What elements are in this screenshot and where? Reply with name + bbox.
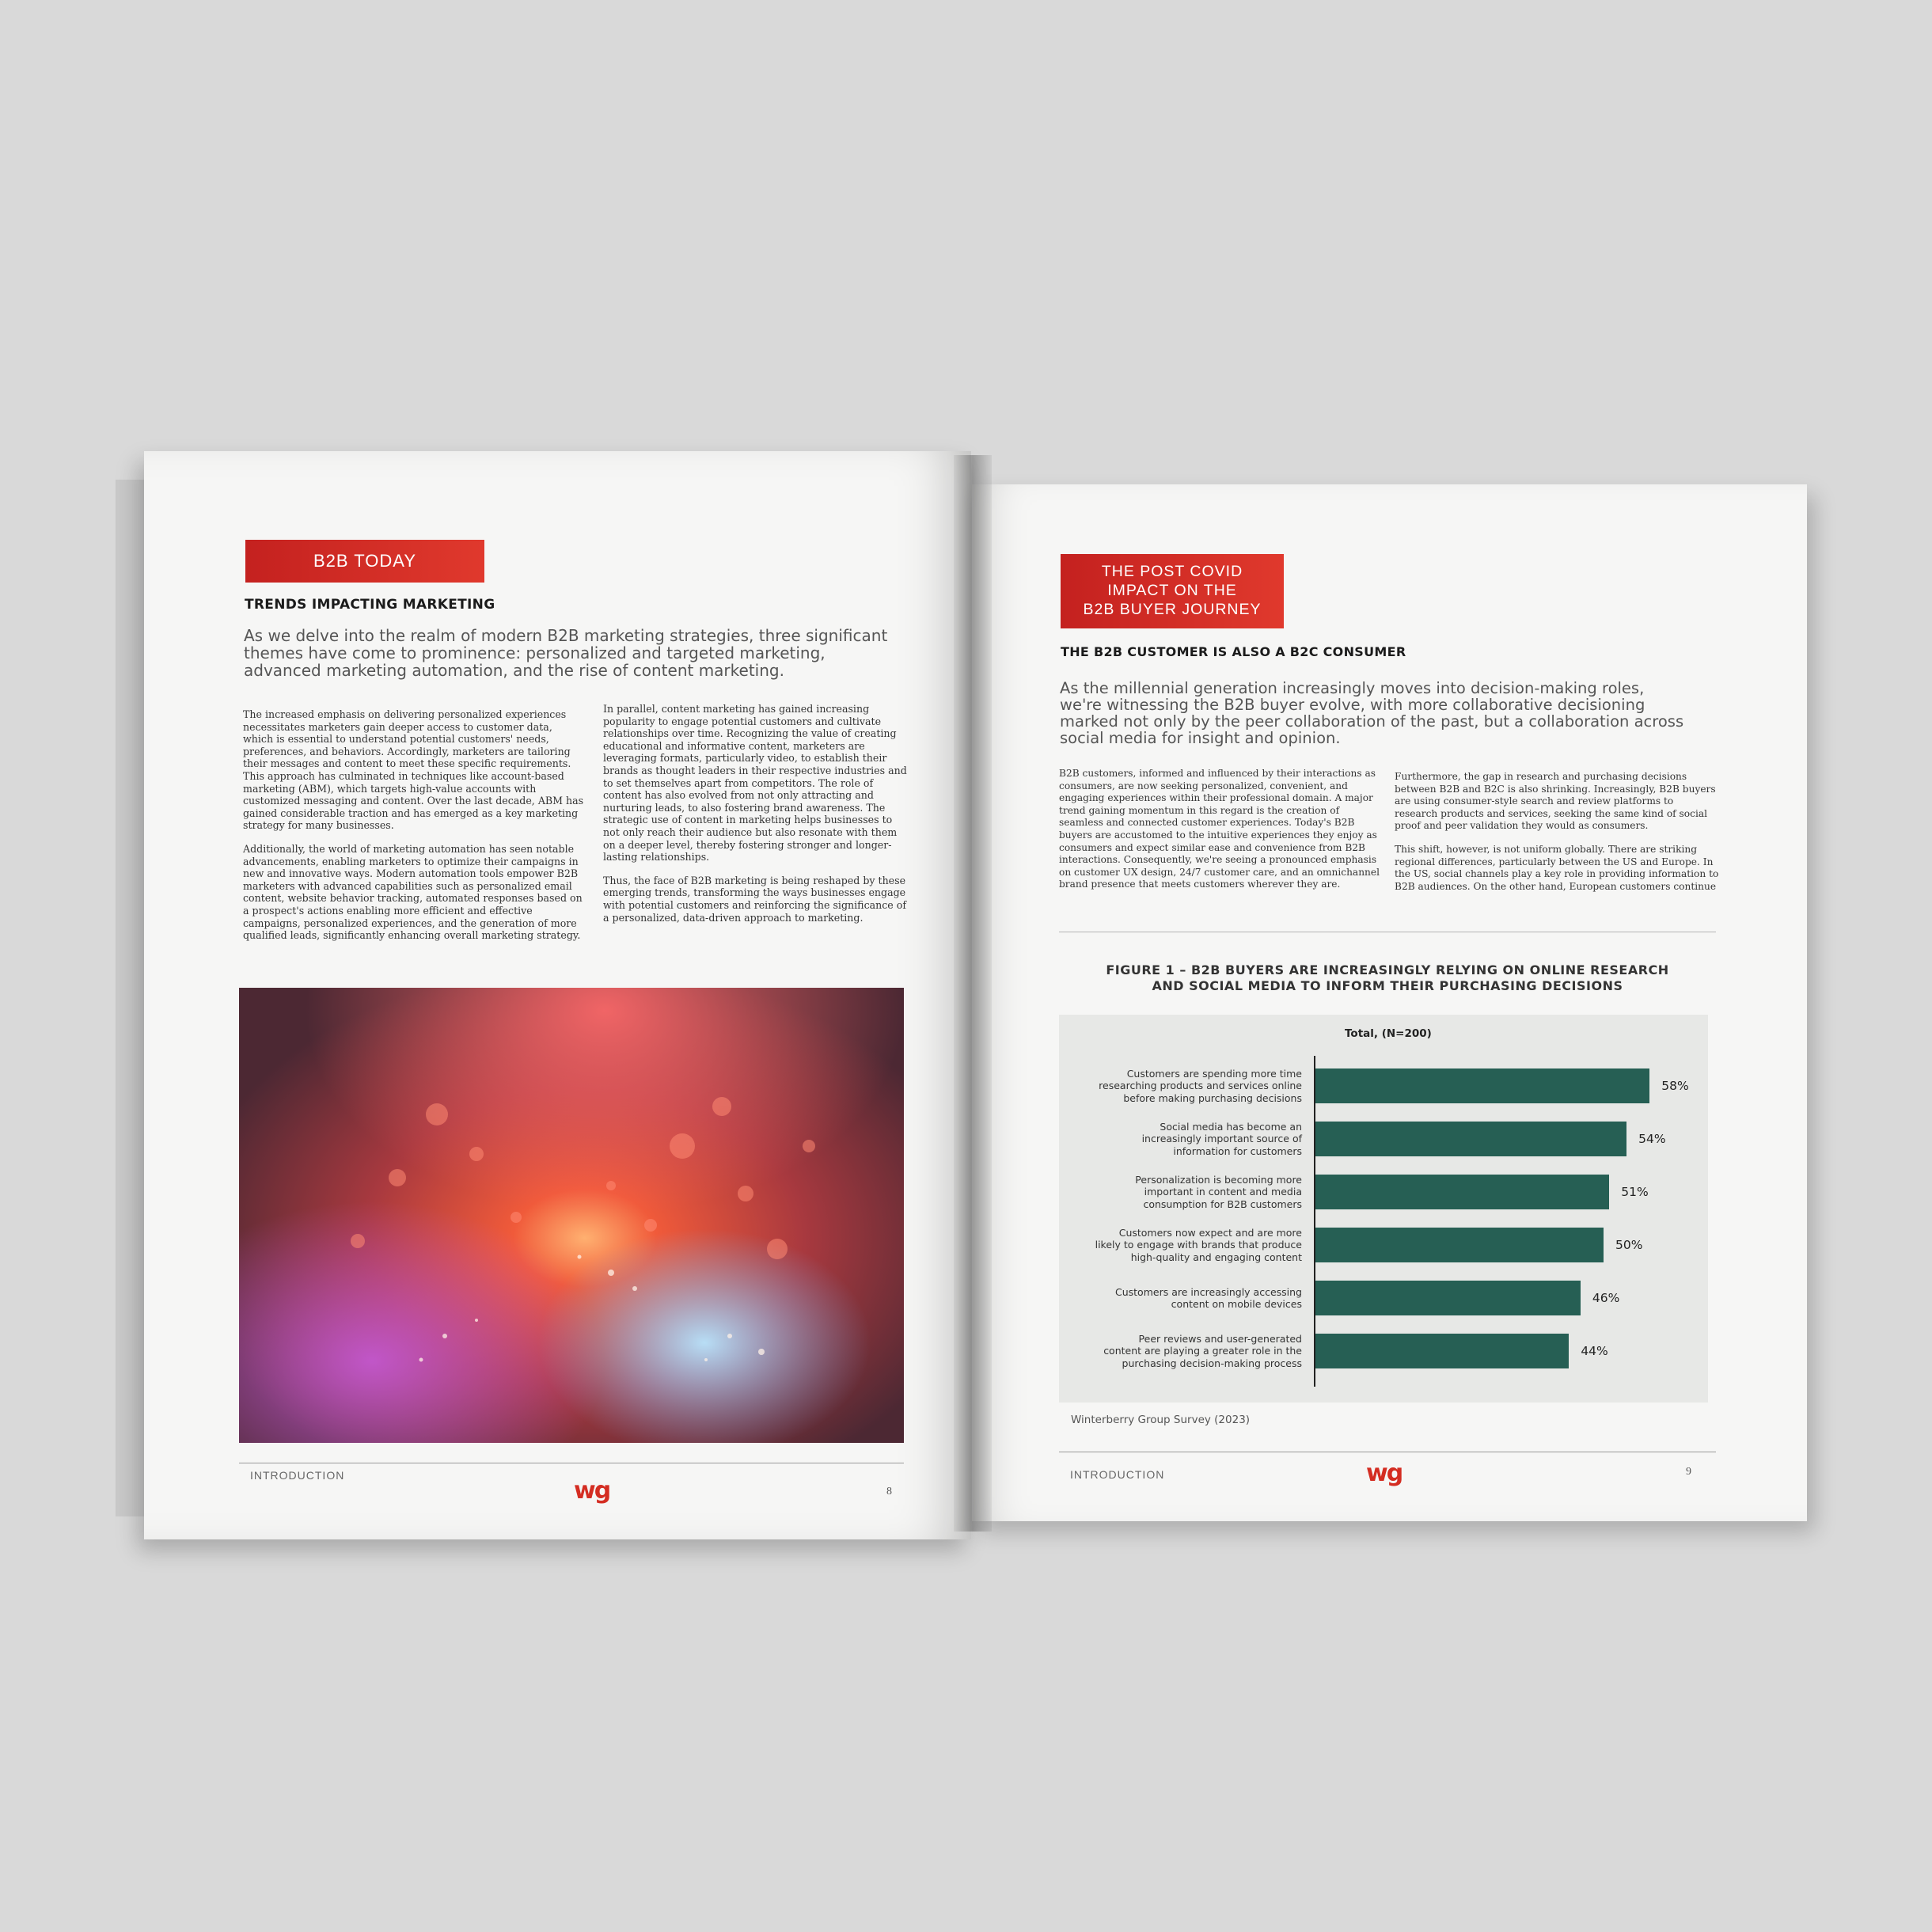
figure-1-chart (1059, 1015, 1708, 1403)
right-page (972, 484, 1807, 1521)
chart-bar-value: 46% (1592, 1291, 1620, 1305)
chart-category-label (1076, 1227, 1302, 1264)
chart-category-label (1076, 1068, 1302, 1105)
chart-category-label-line: content on mobile devices (1171, 1298, 1302, 1310)
chart-bar (1315, 1175, 1609, 1209)
chart-category-label-line: information for customers (1173, 1144, 1302, 1157)
chart-bar (1315, 1228, 1604, 1262)
chart-category-label (1076, 1121, 1302, 1158)
chart-category-label-line: Personalization is becoming more (1135, 1173, 1302, 1186)
chart-category-label-line: purchasing decision-making process (1122, 1357, 1302, 1369)
ribbon-line-1: THE POST COVID (1101, 563, 1243, 580)
right-subheading: THE B2B CUSTOMER IS ALSO A B2C CONSUMER (1061, 644, 1406, 659)
chart-category-label (1076, 1174, 1302, 1211)
chart-category-label-line: Customers are spending more time (1126, 1067, 1302, 1080)
chart-category-label-line: content are playing a greater role in the (1103, 1345, 1302, 1357)
chart-category-label-line: researching products and services online (1099, 1080, 1302, 1092)
chart-category-label-line: Peer reviews and user-generated (1138, 1332, 1302, 1345)
right-lead-paragraph: As the millennial generation increasingly moves into decision-making roles, we're witnessing the B2B buyer evolve, with more collaborative decisioning marked not only by the peer collaboration of the past, but a collaboration across social media for insight and opinion. (1060, 679, 1684, 747)
chart-source-note: Winterberry Group Survey (2023) (1071, 1414, 1251, 1426)
left-col2-paragraph-2: Thus, the face of B2B marketing is being reshaped by these emerging trends, transforming the ways businesses engage with potential customers and reinforcing the significance of a personalized, data-driven approach to marketing. (603, 874, 906, 924)
chart-subtitle: Total, (N=200) (1345, 1027, 1432, 1040)
chart-category-label (1076, 1333, 1302, 1370)
left-footer-label: INTRODUCTION (250, 1469, 345, 1482)
right-page-number: 9 (1686, 1466, 1691, 1478)
chart-category-label-line: important in content and media (1144, 1186, 1302, 1198)
right-footer-label: INTRODUCTION (1070, 1468, 1165, 1481)
section-ribbon-b2b-today: B2B TODAY (245, 540, 484, 583)
chart-bar (1315, 1122, 1626, 1156)
right-col2-paragraph-1: Furthermore, the gap in research and purchasing decisions between B2B and B2C is also shrinking. Increasingly, B2B buyers are using consumer-style search and review platforms to research products and services, seeking the same kind of social proof and peer validation they would as consumers. (1395, 771, 1716, 832)
left-col1-paragraph-1: The increased emphasis on delivering personalized experiences necessitates marketers gain deeper access to customer data, which is essential to understand potential customers' needs, preferences, and behaviors. Accordingly, marketers are tailoring their messages and content to meet these specific requirements. This approach has culminated in techniques like account-based marketing (ABM), which targets high-value accounts with customized messaging and content. Over the last decade, ABM has gained considerable traction and has emerged as a key marketing strategy for many businesses. (243, 708, 584, 832)
chart-category-label-line: before making purchasing decisions (1123, 1091, 1302, 1104)
figure-1-title (1059, 962, 1716, 994)
section-ribbon-post-covid (1061, 554, 1284, 628)
left-body-column-1 (243, 708, 585, 953)
left-lead-paragraph: As we delve into the realm of modern B2B marketing strategies, three significant themes have come to prominence: personalized and targeted marketing, advanced marketing automation, and the rise of content marketing. (244, 626, 888, 680)
chart-category-label-line: likely to engage with brands that produce (1095, 1239, 1302, 1251)
chart-bar-value: 44% (1581, 1344, 1608, 1358)
figure-title-line-2: AND SOCIAL MEDIA TO INFORM THEIR PURCHASING DECISIONS (1152, 978, 1623, 993)
chart-bar (1315, 1068, 1649, 1103)
chart-category-label-line: consumption for B2B customers (1143, 1198, 1302, 1210)
left-page-edge (116, 480, 147, 1516)
left-page (144, 451, 971, 1539)
left-col2-paragraph-1: In parallel, content marketing has gained increasing popularity to engage potential customers and cultivate relationships over time. Recognizing the value of creating educational and informative content, marketers are leveraging formats, particularly video, to establish their brands as thought leaders in their respective industries and to set themselves apart from competitors. The role of content has also evolved from not only attracting and nurturing leads, to also fostering brand awareness. The strategic use of content in marketing helps businesses to not only reach their audience but also resonate with them on a deeper level, thereby fostering stronger and longer-lasting relationships. (603, 703, 907, 864)
wg-logo-right: wg (1366, 1459, 1403, 1487)
chart-bar (1315, 1281, 1581, 1315)
chart-category-label-line: Social media has become an (1160, 1120, 1302, 1133)
ribbon-line-3: B2B BUYER JOURNEY (1083, 601, 1262, 618)
chart-category-label (1076, 1286, 1302, 1311)
chart-bar-value: 58% (1661, 1079, 1689, 1093)
right-col1-paragraph-1: B2B customers, informed and influenced by their interactions as consumers, are now seeking personalized, convenient, and engaging experiences within their professional domain. A major trend gaining momentum in this regard is the creation of seamless and connected customer experiences. Today's B2B buyers are accustomed to the intuitive experiences they enjoy as consumers and expect similar ease and convenience from B2B interactions. Consequently, we're seeing a pronounced emphasis on customer UX design, 24/7 customer care, and an omnichannel brand presence that meets customers wherever they are. (1059, 768, 1380, 890)
chart-category-label-line: Customers are increasingly accessing (1114, 1285, 1302, 1298)
chart-bar (1315, 1334, 1569, 1368)
ribbon-line-2: IMPACT ON THE (1107, 582, 1237, 599)
right-body-column-1 (1059, 768, 1380, 902)
right-col2-paragraph-2: This shift, however, is not uniform globally. There are striking regional differences, particularly between the US and Europe. In the US, social channels play a key role in providing information to B2B audiences. On the other hand, European customers continue (1395, 843, 1719, 892)
left-page-number: 8 (886, 1486, 892, 1497)
book-gutter-shadow (954, 455, 992, 1532)
right-body-column-2 (1395, 771, 1719, 904)
chart-bar-value: 54% (1638, 1132, 1666, 1146)
left-body-column-2 (603, 703, 908, 935)
wg-logo-left: wg (574, 1477, 610, 1505)
left-subheading: TRENDS IMPACTING MARKETING (245, 597, 495, 613)
figure-title-line-1: FIGURE 1 – B2B BUYERS ARE INCREASINGLY RELYING ON ONLINE RESEARCH (1106, 962, 1669, 977)
chart-category-label-line: increasingly important source of (1141, 1133, 1302, 1145)
abstract-particles-photo (239, 988, 904, 1443)
chart-bar-value: 51% (1621, 1185, 1649, 1199)
abstract-particles-image (239, 988, 904, 1443)
chart-category-label-line: Customers now expect and are more (1118, 1226, 1302, 1239)
chart-bar-value: 50% (1615, 1238, 1643, 1252)
chart-category-label-line: high-quality and engaging content (1130, 1251, 1302, 1263)
left-col1-paragraph-2: Additionally, the world of marketing automation has seen notable advancements, enabling marketers to optimize their campaigns in new and innovative ways. Modern automation tools empower B2B marketers with advanced capabilities such as personalized email content, website behavior tracking, automated responses based on a prospect's actions enabling more efficient and effective campaigns, personalized experiences, and the generation of more qualified leads, significantly enhancing overall marketing strategy. (243, 842, 583, 942)
